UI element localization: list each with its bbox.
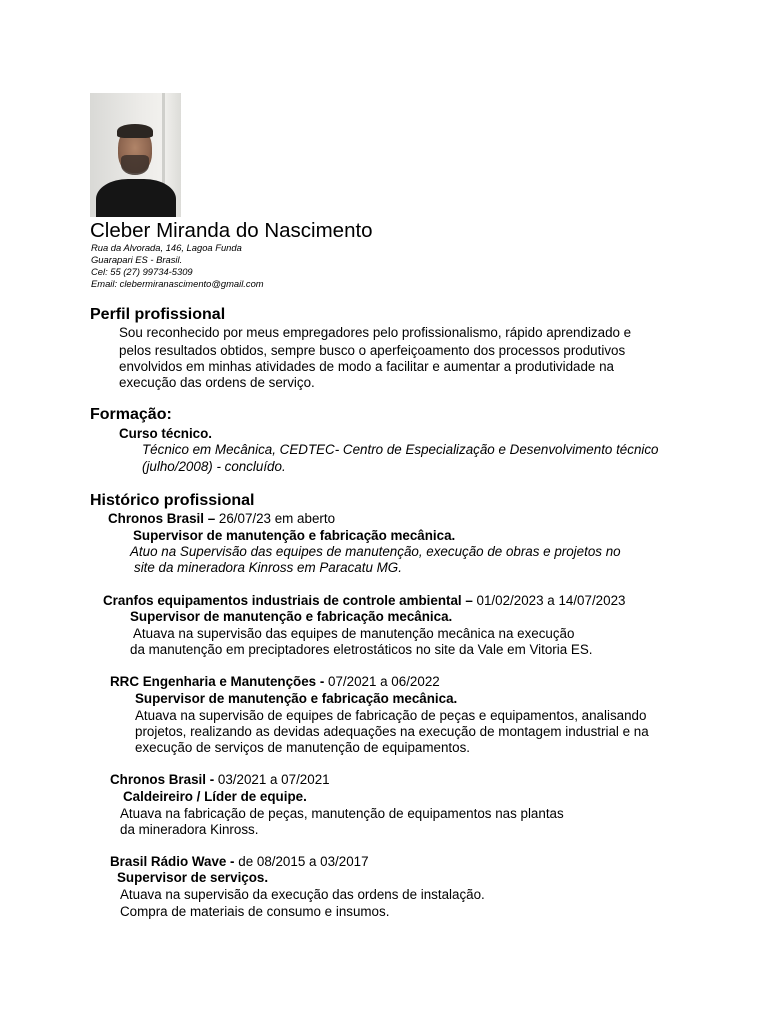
job-header — [110, 772, 330, 787]
candidate-name: Cleber Miranda do Nascimento — [90, 219, 373, 242]
job-period: 26/07/23 em aberto — [215, 511, 336, 526]
job-description-line: execução de serviços de manutenção de equipamentos. — [135, 740, 470, 755]
education-course: Curso técnico. — [119, 426, 213, 441]
job-header — [108, 511, 335, 526]
job-role: Caldeireiro / Líder de equipe. — [123, 789, 307, 804]
job-role: Supervisor de manutenção e fabricação mecânica. — [133, 528, 456, 543]
job-period: 03/2021 a 07/2021 — [214, 772, 330, 787]
profile-photo — [90, 93, 181, 217]
education-line: Técnico em Mecânica, CEDTEC- Centro de Especialização e Desenvolvimento técnico — [142, 442, 659, 457]
section-title-history: Histórico profissional — [90, 492, 255, 509]
job-header — [110, 854, 369, 869]
profile-line: pelos resultados obtidos, sempre busco o aperfeiçoamento dos processos produtivos — [119, 343, 626, 358]
job-description-line: Atuava na supervisão da execução das ordens de instalação. — [120, 887, 485, 902]
profile-line: envolvidos em minhas atividades de modo a facilitar e aumentar a produtividade na — [119, 359, 614, 374]
job-description-line: da manutenção em preciptadores eletrostáticos no site da Vale em Vitoria ES. — [130, 642, 593, 657]
job-description-line: Atuava na supervisão das equipes de manutenção mecânica na execução — [133, 626, 575, 641]
address-line-1: Rua da Alvorada, 146, Lagoa Funda — [91, 242, 242, 253]
job-description-line: Atuo na Supervisão das equipes de manutenção, execução de obras e projetos no — [130, 544, 621, 559]
job-description-line: projetos, realizando as devidas adequações na execução de montagem industrial e na — [135, 724, 649, 739]
job-role: Supervisor de manutenção e fabricação mecânica. — [130, 609, 453, 624]
job-period: 01/02/2023 a 14/07/2023 — [472, 593, 626, 608]
profile-line: execução das ordens de serviço. — [119, 375, 315, 390]
job-company: Chronos Brasil – — [108, 511, 216, 526]
job-role: Supervisor de manutenção e fabricação mecânica. — [135, 691, 458, 706]
job-company: Brasil Rádio Wave - — [110, 854, 235, 869]
profile-line: Sou reconhecido por meus empregadores pelo profissionalismo, rápido aprendizado e — [119, 325, 632, 340]
job-description-line: Atuava na fabricação de peças, manutenção de equipamentos nas plantas — [120, 806, 564, 821]
job-company: RRC Engenharia e Manutenções - — [110, 674, 325, 689]
job-role: Supervisor de serviços. — [117, 870, 269, 885]
education-line: (julho/2008) - concluído. — [142, 459, 286, 474]
job-period: de 08/2015 a 03/2017 — [234, 854, 369, 869]
section-title-education: Formação: — [90, 406, 172, 423]
job-header — [103, 593, 625, 608]
job-description-line: da mineradora Kinross. — [120, 822, 259, 837]
job-company: Chronos Brasil - — [110, 772, 215, 787]
job-description-line: Atuava na supervisão de equipes de fabricação de peças e equipamentos, analisando — [135, 708, 647, 723]
job-header — [110, 674, 440, 689]
job-description-line: site da mineradora Kinross em Paracatu MG. — [134, 560, 402, 575]
job-company: Cranfos equipamentos industriais de controle ambiental – — [103, 593, 473, 608]
address-line-2: Guarapari ES - Brasil. — [91, 254, 183, 265]
section-title-profile: Perfil profissional — [90, 306, 226, 323]
job-description-line: Compra de materiais de consumo e insumos. — [120, 904, 390, 919]
email-line: Email: clebermiranascimento@gmail.com — [91, 278, 264, 289]
phone-line: Cel: 55 (27) 99734-5309 — [91, 266, 193, 277]
job-period: 07/2021 a 06/2022 — [324, 674, 440, 689]
